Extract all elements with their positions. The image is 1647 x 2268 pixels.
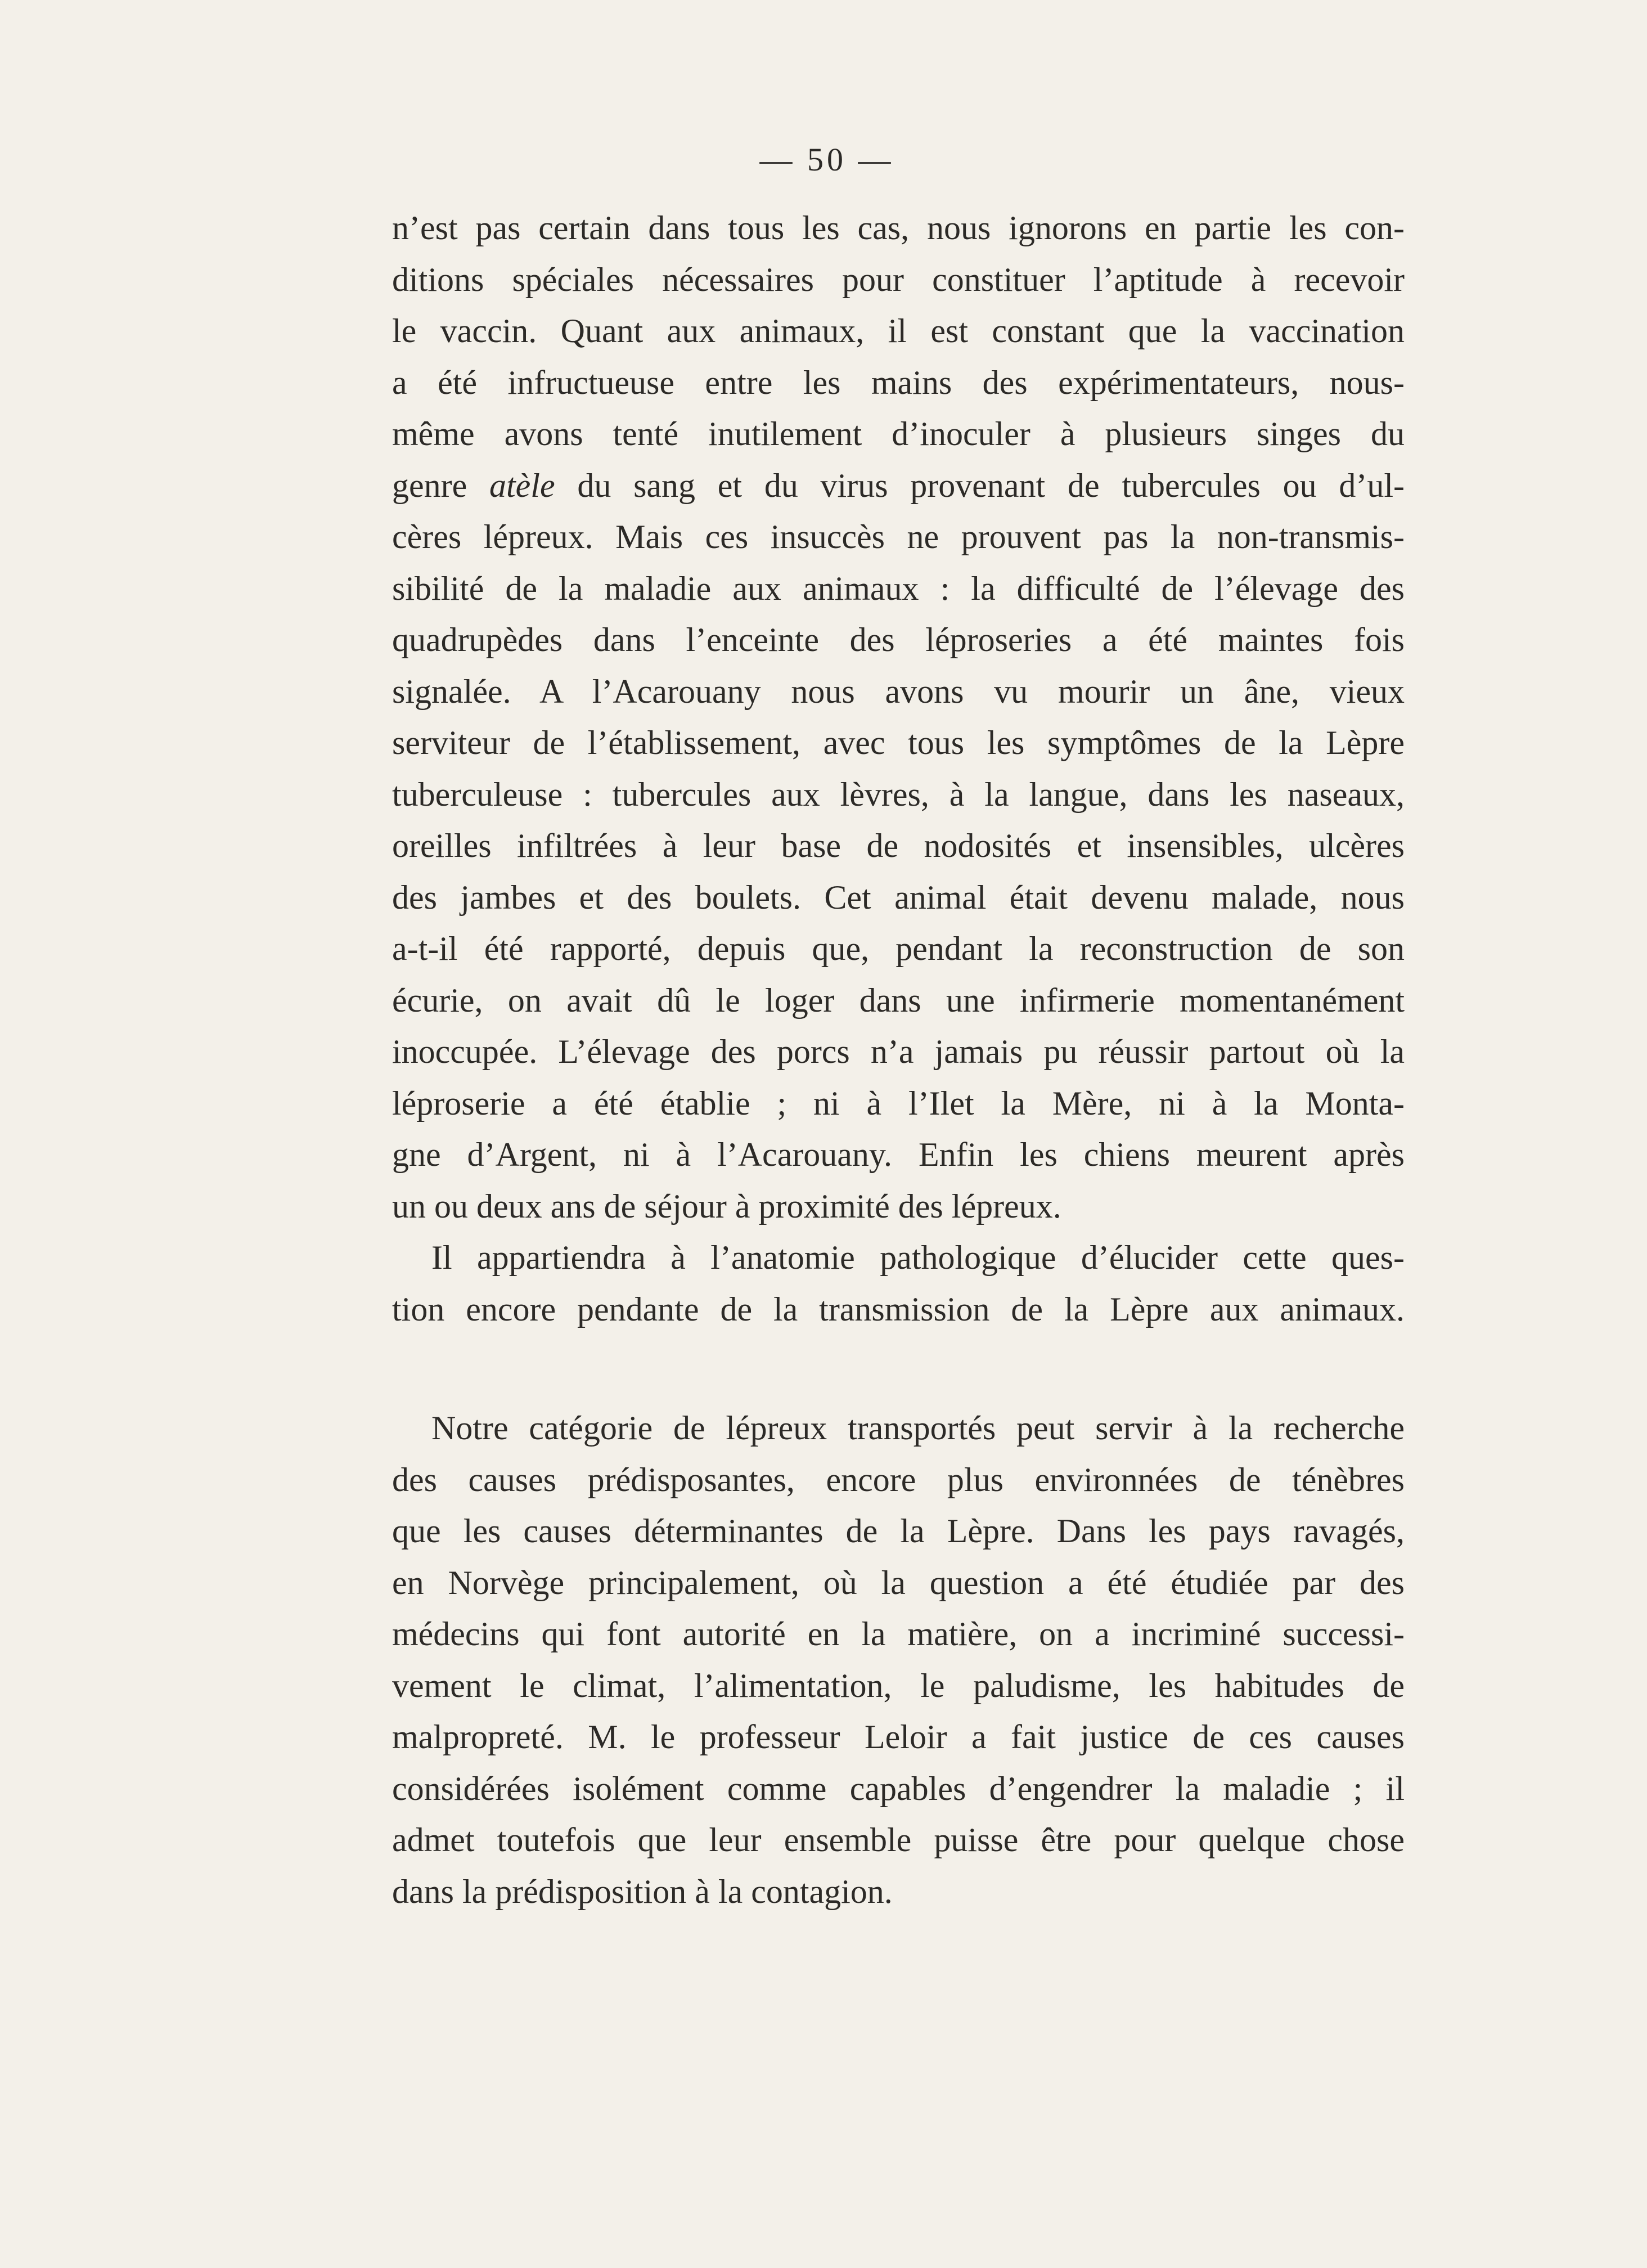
- text-line: serviteur de l’établissement, avec tous les symptômes de la Lèpre: [392, 724, 1405, 761]
- text-line: Il appartiendra à l’anatomie pathologique d’élucider cette ques-: [431, 1239, 1405, 1276]
- text-line: écurie, on avait dû le loger dans une infirmerie momentanément: [392, 981, 1405, 1019]
- text-line: tuberculeuse : tubercules aux lèvres, à la langue, dans les naseaux,: [392, 775, 1405, 813]
- text-line: signalée. A l’Acarouany nous avons vu mourir un âne, vieux: [392, 672, 1405, 710]
- text-line: a-t-il été rapporté, depuis que, pendant la reconstruction de son: [392, 930, 1405, 967]
- text-line: médecins qui font autorité en la matière, on a incriminé successi-: [392, 1615, 1405, 1652]
- text-line: admet toutefois que leur ensemble puisse être pour quelque chose: [392, 1821, 1405, 1858]
- text-line: même avons tenté inutilement d’inoculer à plusieurs singes du: [392, 415, 1405, 452]
- text-line: malpropreté. M. le professeur Leloir a fait justice de ces causes: [392, 1718, 1405, 1755]
- text-line: inoccupée. L’élevage des porcs n’a jamais pu réussir partout où la: [392, 1033, 1405, 1070]
- paragraph-gap: [392, 1335, 1405, 1403]
- text-line: n’est pas certain dans tous les cas, nous ignorons en partie les con-: [392, 209, 1405, 246]
- text-line: vement le climat, l’alimentation, le paludisme, les habitudes de: [392, 1667, 1405, 1704]
- paragraph-3: [392, 1403, 1405, 1917]
- text-line: cères lépreux. Mais ces insuccès ne prouvent pas la non-transmis-: [392, 518, 1405, 555]
- text-fragment: du sang et du virus provenant de tubercules ou d’ul-: [555, 466, 1405, 504]
- paragraph-1: [392, 203, 1405, 1232]
- text-line: Notre catégorie de lépreux transportés peut servir à la recherche: [431, 1409, 1405, 1447]
- paragraph-2: [392, 1232, 1405, 1335]
- text-line-with-italic: [392, 460, 1405, 512]
- text-line: un ou deux ans de séjour à proximité des lépreux.: [392, 1187, 1061, 1225]
- text-fragment: genre: [392, 466, 489, 504]
- text-line: quadrupèdes dans l’enceinte des léproseries a été maintes fois: [392, 621, 1405, 658]
- text-line: considérées isolément comme capables d’engendrer la maladie ; il: [392, 1770, 1405, 1807]
- text-line: gne d’Argent, ni à l’Acarouany. Enfin les chiens meurent après: [392, 1136, 1405, 1173]
- text-line: sibilité de la maladie aux animaux : la difficulté de l’élevage des: [392, 569, 1405, 607]
- page-number: — 50 —: [759, 141, 894, 178]
- text-line: tion encore pendante de la transmission de la Lèpre aux animaux.: [392, 1290, 1405, 1328]
- text-line: en Norvège principalement, où la question a été étudiée par des: [392, 1564, 1405, 1601]
- text-line: a été infructueuse entre les mains des expérimentateurs, nous-: [392, 363, 1405, 401]
- text-line: léproserie a été établie ; ni à l’Ilet la Mère, ni à la Monta-: [392, 1084, 1405, 1122]
- text-line: oreilles infiltrées à leur base de nodosités et insensibles, ulcères: [392, 827, 1405, 864]
- text-line: dans la prédisposition à la contagion.: [392, 1872, 893, 1910]
- text-line: ditions spéciales nécessaires pour constituer l’aptitude à recevoir: [392, 261, 1405, 298]
- text-line: le vaccin. Quant aux animaux, il est constant que la vaccination: [392, 312, 1405, 349]
- text-line: des causes prédisposantes, encore plus environnées de ténèbres: [392, 1461, 1405, 1498]
- body-text: [392, 203, 1405, 1917]
- italic-term: atèle: [489, 466, 555, 504]
- text-line: que les causes déterminantes de la Lèpre. Dans les pays ravagés,: [392, 1512, 1405, 1550]
- text-line: des jambes et des boulets. Cet animal était devenu malade, nous: [392, 878, 1405, 916]
